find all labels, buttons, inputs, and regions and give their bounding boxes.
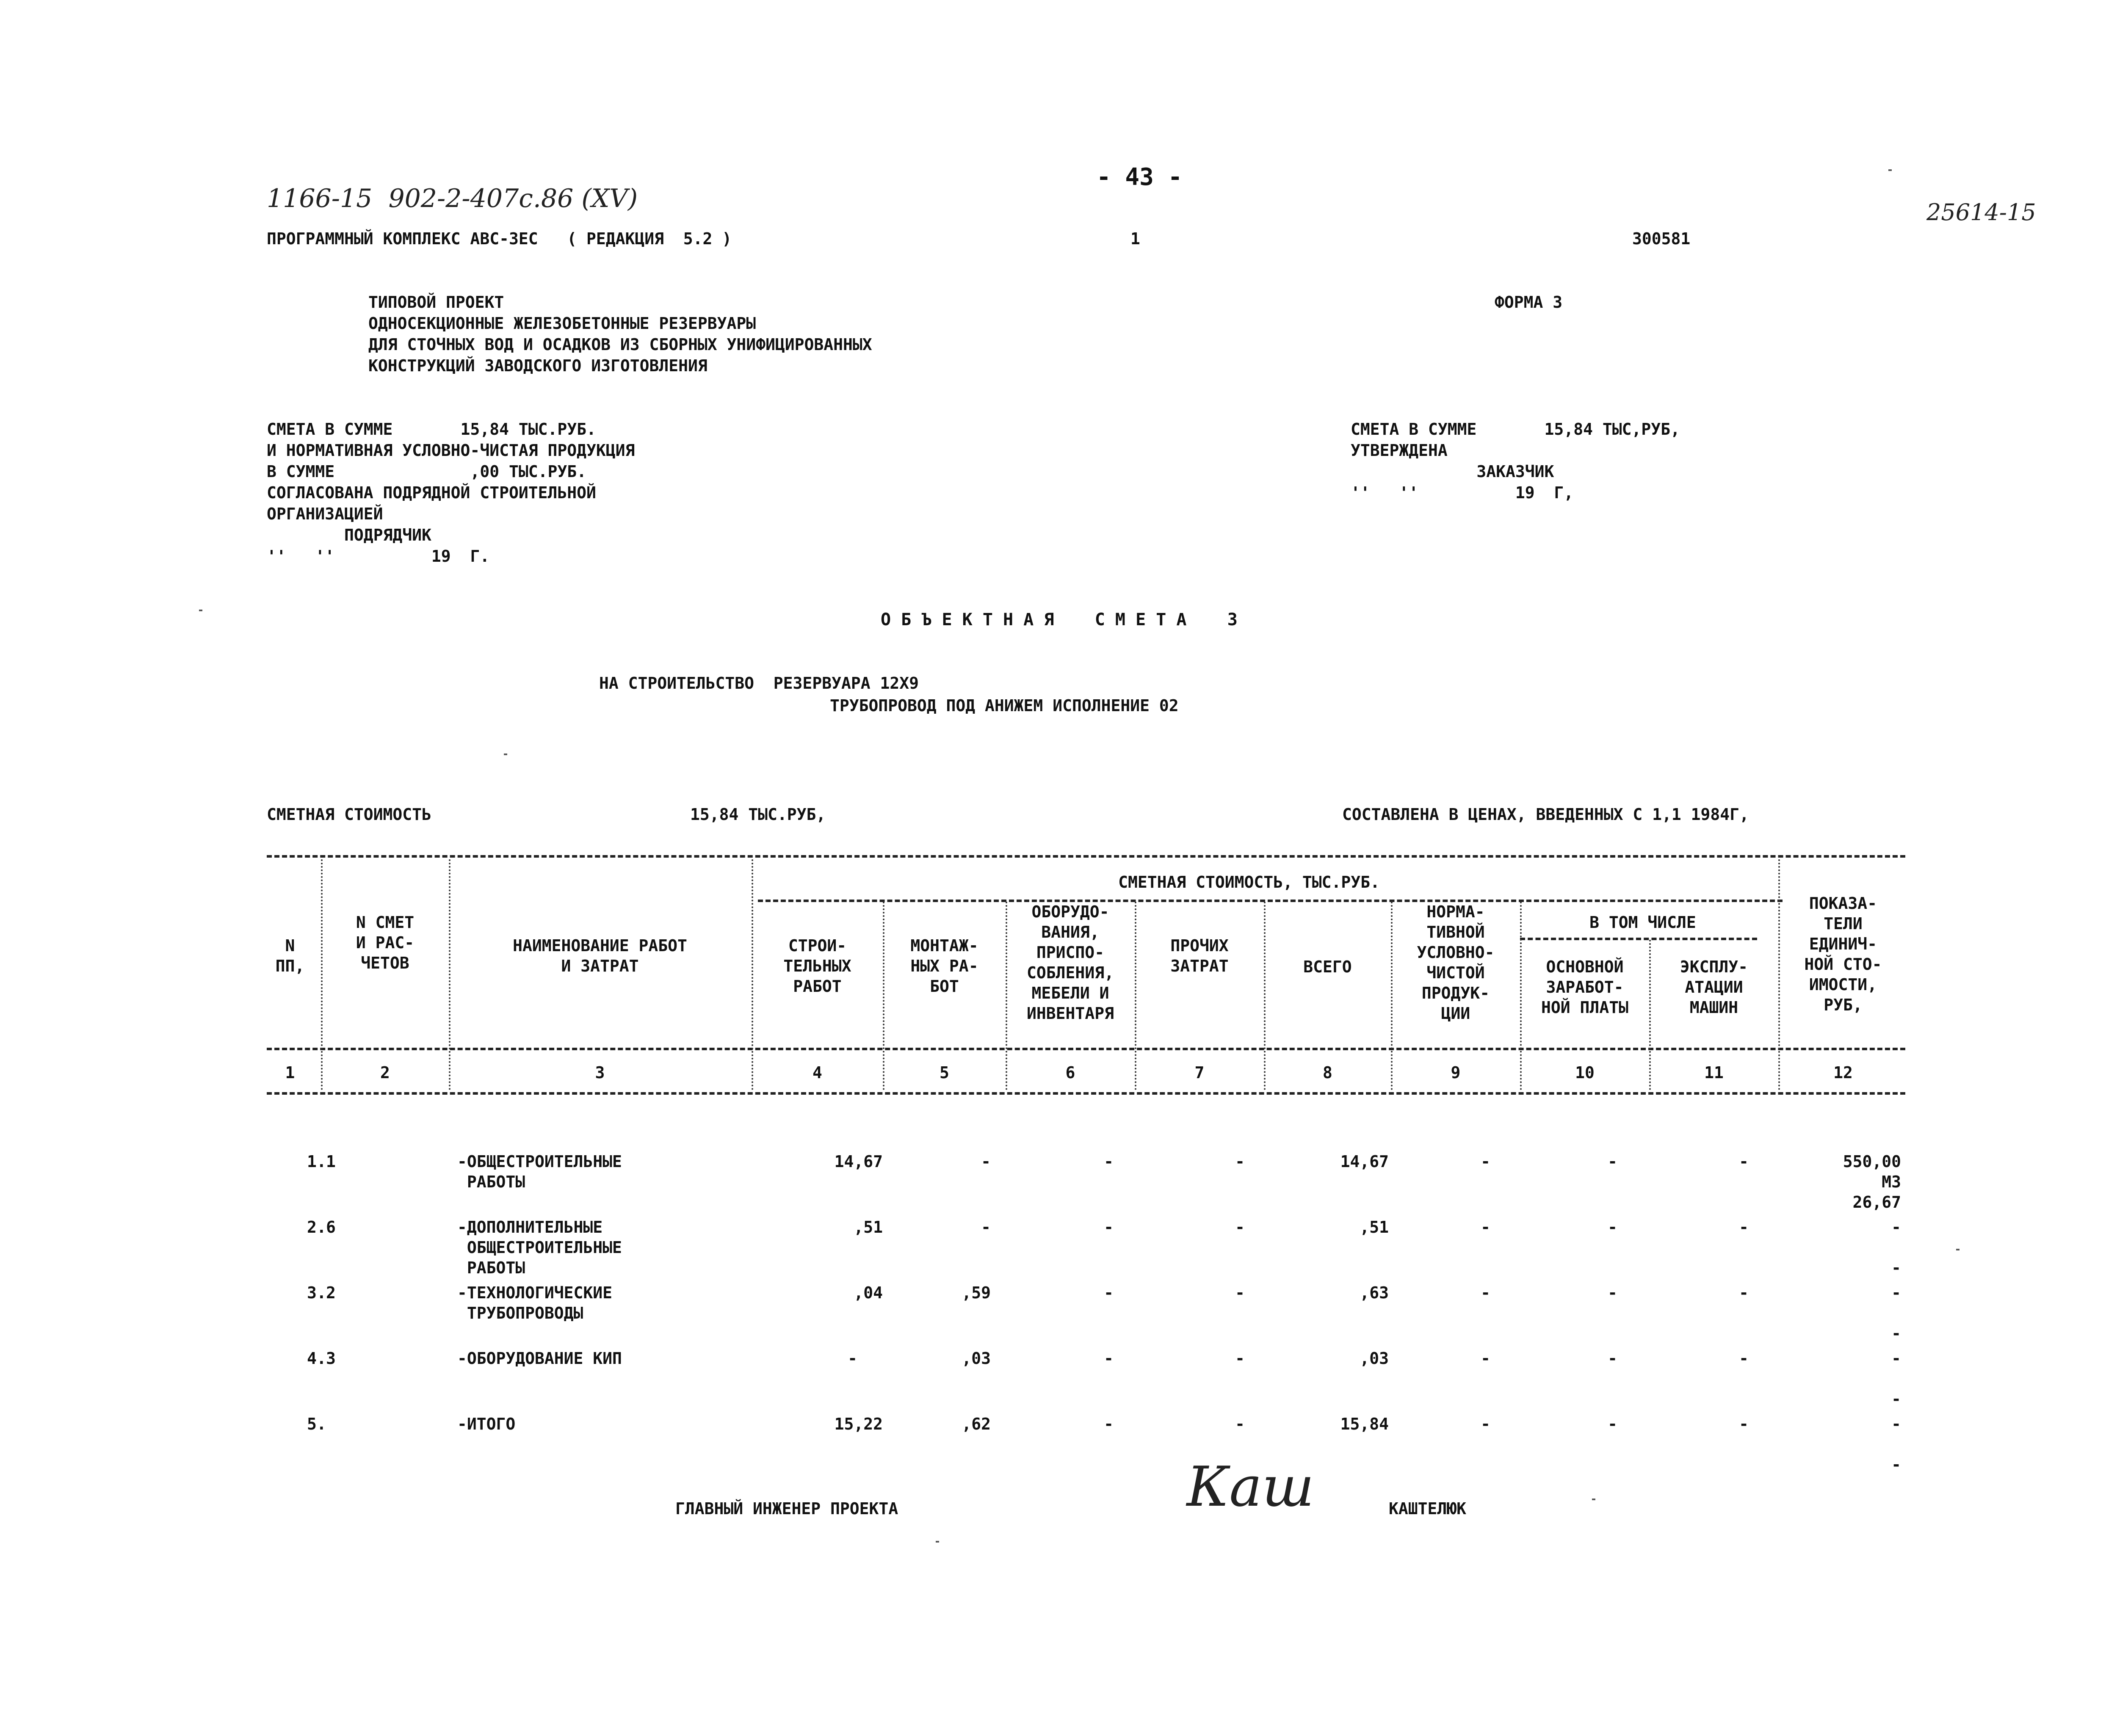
row-c6: - bbox=[1104, 1152, 1114, 1171]
table-rule-top bbox=[267, 855, 1905, 858]
page-number: - 43 - bbox=[1097, 163, 1183, 191]
row-name: -ДОПОЛНИТЕЛЬНЫЕ ОБЩЕСТРОИТЕЛЬНЫЕ РАБОТЫ bbox=[457, 1218, 622, 1277]
table-rule-group bbox=[758, 900, 1783, 902]
table-rule-numbers-bottom bbox=[267, 1092, 1905, 1095]
scan-speck bbox=[936, 1541, 939, 1543]
subtitle-line: ТРУБОПРОВОД ПОД АНИЖЕМ ИСПОЛНЕНИЕ 02 bbox=[830, 696, 1179, 715]
row-c7: - bbox=[1235, 1283, 1245, 1302]
row-n: 5. bbox=[307, 1415, 326, 1433]
row-c8: ,51 bbox=[1360, 1218, 1389, 1236]
row-c7: - bbox=[1235, 1349, 1245, 1368]
scan-speck bbox=[504, 753, 507, 755]
row-c8: 15,84 bbox=[1340, 1415, 1389, 1433]
col-number: 1 bbox=[285, 1063, 295, 1082]
row-c12: - - bbox=[1891, 1218, 1901, 1277]
col-separator bbox=[1135, 902, 1136, 1090]
engineer-name: КАШТЕЛЮК bbox=[1389, 1499, 1467, 1518]
row-c12: 550,00 М3 26,67 bbox=[1843, 1152, 1901, 1212]
row-n: 4. bbox=[307, 1349, 326, 1368]
row-c5: ,03 bbox=[962, 1349, 991, 1368]
row-c4: - bbox=[848, 1349, 857, 1368]
row-c5: ,59 bbox=[962, 1283, 991, 1302]
left-approval-line: СОГЛАСОВАНА ПОДРЯДНОЙ СТРОИТЕЛЬНОЙ bbox=[267, 483, 596, 502]
project-line: ТИПОВОЙ ПРОЕКТ bbox=[368, 293, 504, 312]
row-c9: - bbox=[1481, 1218, 1490, 1236]
handwritten-doc-code: 1166-15 902-2-407с.86 (XV) bbox=[267, 184, 638, 213]
left-approval-line: СМЕТА В СУММЕ 15,84 ТЫС.РУБ. bbox=[267, 420, 596, 439]
group-header-cost: СМЕТНАЯ СТОИМОСТЬ, ТЫС.РУБ. bbox=[1118, 873, 1380, 891]
row-c6: - bbox=[1104, 1218, 1114, 1236]
row-c6: - bbox=[1104, 1349, 1114, 1368]
row-c8: ,63 bbox=[1360, 1283, 1389, 1302]
row-c6: - bbox=[1104, 1283, 1114, 1302]
row-c6: - bbox=[1104, 1415, 1114, 1433]
col-number: 7 bbox=[1194, 1063, 1205, 1082]
col-number: 8 bbox=[1323, 1063, 1332, 1082]
scan-speck bbox=[1888, 169, 1892, 171]
row-smeta: 2 bbox=[326, 1283, 336, 1302]
subgroup-header-including: В ТОМ ЧИСЛЕ bbox=[1589, 913, 1696, 932]
row-c9: - bbox=[1481, 1349, 1490, 1368]
row-c4: ,04 bbox=[854, 1283, 883, 1302]
row-c10: - bbox=[1608, 1349, 1617, 1368]
scan-speck bbox=[1592, 1499, 1595, 1500]
row-n: 1. bbox=[307, 1152, 326, 1171]
row-c7: - bbox=[1235, 1152, 1245, 1171]
row-c4: 15,22 bbox=[834, 1415, 883, 1433]
header-col-4: СТРОИ- ТЕЛЬНЫХ РАБОТ bbox=[783, 936, 851, 996]
row-c10: - bbox=[1608, 1152, 1617, 1171]
left-approval-line: И НОРМАТИВНАЯ УСЛОВНО-ЧИСТАЯ ПРОДУКЦИЯ bbox=[267, 441, 635, 460]
header-col-6: ОБОРУДО- ВАНИЯ, ПРИСПО- СОБЛЕНИЯ, МЕБЕЛИ И ИНВЕНТАРЯ bbox=[1027, 902, 1114, 1023]
header-col-11: ЭКСПЛУ- АТАЦИИ МАШИН bbox=[1680, 958, 1748, 1017]
col-number: 3 bbox=[595, 1063, 605, 1082]
right-approval-line: СМЕТА В СУММЕ 15,84 ТЫС,РУБ, bbox=[1351, 420, 1680, 439]
row-c4: 14,67 bbox=[834, 1152, 883, 1171]
row-c11: - bbox=[1739, 1349, 1749, 1368]
row-c7: - bbox=[1235, 1415, 1245, 1433]
row-c7: - bbox=[1235, 1218, 1245, 1236]
row-c9: - bbox=[1481, 1283, 1490, 1302]
project-line: ДЛЯ СТОЧНЫХ ВОД И ОСАДКОВ ИЗ СБОРНЫХ УНИФИЦИРОВАННЫХ bbox=[368, 335, 872, 354]
col-number: 12 bbox=[1833, 1063, 1853, 1082]
row-c8: ,03 bbox=[1360, 1349, 1389, 1368]
scan-speck bbox=[1956, 1249, 1959, 1250]
row-name: -ИТОГО bbox=[457, 1415, 516, 1433]
left-approval-line: ОРГАНИЗАЦИЕЙ bbox=[267, 505, 383, 523]
row-name: -ОБЩЕСТРОИТЕЛЬНЫЕ РАБОТЫ bbox=[457, 1152, 622, 1191]
row-c11: - bbox=[1739, 1283, 1749, 1302]
header-col-2: N СМЕТ И РАС- ЧЕТОВ bbox=[356, 913, 415, 972]
row-c5: - bbox=[981, 1152, 991, 1171]
right-approval-line: УТВЕРЖДЕНА bbox=[1351, 441, 1448, 460]
header-col-10: ОСНОВНОЙ ЗАРАБОТ- НОЙ ПЛАТЫ bbox=[1541, 958, 1628, 1017]
subtitle-line: НА СТРОИТЕЛЬСТВО РЕЗЕРВУАРА 12Х9 bbox=[599, 674, 919, 693]
left-approval-line: В СУММЕ ,00 ТЫС.РУБ. bbox=[267, 462, 586, 481]
scan-speck bbox=[199, 610, 202, 611]
header-col-8: ВСЕГО bbox=[1303, 958, 1352, 976]
estimated-cost-value: 15,84 ТЫС.РУБ, bbox=[690, 805, 826, 824]
estimated-cost-label: СМЕТНАЯ СТОИМОСТЬ bbox=[267, 805, 431, 824]
header-col-12: ПОКАЗА- ТЕЛИ ЕДИНИЧ- НОЙ СТО- ИМОСТИ, РУБ, bbox=[1804, 894, 1882, 1014]
col-number: 11 bbox=[1704, 1063, 1724, 1082]
row-c9: - bbox=[1481, 1415, 1490, 1433]
col-separator bbox=[321, 859, 323, 1090]
row-c8: 14,67 bbox=[1340, 1152, 1389, 1171]
row-c5: - bbox=[981, 1218, 991, 1236]
header-col-1: N ПП, bbox=[275, 936, 305, 975]
document-title: О Б Ъ Е К Т Н А Я С М Е Т А 3 bbox=[881, 610, 1238, 629]
table-rule-subgroup bbox=[1520, 938, 1757, 940]
left-approval-line: '' '' 19 Г. bbox=[267, 547, 490, 566]
header-col-3: НАИМЕНОВАНИЕ РАБОТ И ЗАТРАТ bbox=[513, 936, 687, 975]
row-n: 2. bbox=[307, 1218, 326, 1236]
col-number: 9 bbox=[1451, 1063, 1461, 1082]
handwritten-archive-number: 25614-15 bbox=[1926, 199, 2036, 226]
row-c12: - - bbox=[1891, 1415, 1901, 1474]
row-c11: - bbox=[1739, 1218, 1749, 1236]
project-line: ОДНОСЕКЦИОННЫЕ ЖЕЛЕЗОБЕТОННЫЕ РЕЗЕРВУАРЫ bbox=[368, 314, 756, 333]
table-rule-header-bottom bbox=[267, 1048, 1905, 1050]
header-col-5: МОНТАЖ- НЫХ РА- БОТ bbox=[910, 936, 978, 996]
row-c11: - bbox=[1739, 1415, 1749, 1433]
left-approval-line: ПОДРЯДЧИК bbox=[267, 526, 431, 544]
header-col-9: НОРМА- ТИВНОЙ УСЛОВНО- ЧИСТОЙ ПРОДУК- ЦИИ bbox=[1417, 902, 1495, 1023]
col-number: 5 bbox=[940, 1063, 949, 1082]
header-col-7: ПРОЧИХ ЗАТРАТ bbox=[1170, 936, 1229, 975]
col-number: 2 bbox=[380, 1063, 390, 1082]
row-c5: ,62 bbox=[962, 1415, 991, 1433]
program-name: ПРОГРАММНЫЙ КОМПЛЕКС АВС-3ЕС ( РЕДАКЦИЯ 5.2 ) bbox=[267, 229, 732, 248]
row-n: 3. bbox=[307, 1283, 326, 1302]
signature bbox=[1152, 1454, 1314, 1519]
row-name: -ОБОРУДОВАНИЕ КИП bbox=[457, 1349, 622, 1368]
right-approval-line: '' '' 19 Г, bbox=[1351, 483, 1574, 502]
document-code: 300581 bbox=[1632, 229, 1691, 248]
col-separator bbox=[1264, 902, 1266, 1090]
row-c12: - - bbox=[1891, 1283, 1901, 1343]
row-smeta: 1 bbox=[326, 1152, 336, 1171]
row-c10: - bbox=[1608, 1283, 1617, 1302]
chief-engineer-label: ГЛАВНЫЙ ИНЖЕНЕР ПРОЕКТА bbox=[675, 1499, 898, 1518]
project-line: КОНСТРУКЦИЙ ЗАВОДСКОГО ИЗГОТОВЛЕНИЯ bbox=[368, 356, 708, 375]
row-c10: - bbox=[1608, 1415, 1617, 1433]
col-number: 4 bbox=[813, 1063, 822, 1082]
sheet-number: 1 bbox=[1130, 229, 1140, 248]
row-smeta: 6 bbox=[326, 1218, 336, 1236]
row-name: -ТЕХНОЛОГИЧЕСКИЕ ТРУБОПРОВОДЫ bbox=[457, 1283, 613, 1322]
form-label: ФОРМА 3 bbox=[1495, 293, 1563, 312]
row-c12: - - bbox=[1891, 1349, 1901, 1408]
row-smeta: 3 bbox=[326, 1349, 336, 1368]
row-c11: - bbox=[1739, 1152, 1749, 1171]
row-c4: ,51 bbox=[854, 1218, 883, 1236]
price-basis: СОСТАВЛЕНА В ЦЕНАХ, ВВЕДЕННЫХ С 1,1 1984Г, bbox=[1342, 805, 1749, 824]
col-number: 10 bbox=[1575, 1063, 1595, 1082]
signature-text: Каш bbox=[1186, 1454, 1314, 1519]
row-c10: - bbox=[1608, 1218, 1617, 1236]
row-c9: - bbox=[1481, 1152, 1490, 1171]
col-number: 6 bbox=[1065, 1063, 1075, 1082]
right-approval-line: ЗАКАЗЧИК bbox=[1351, 462, 1554, 481]
